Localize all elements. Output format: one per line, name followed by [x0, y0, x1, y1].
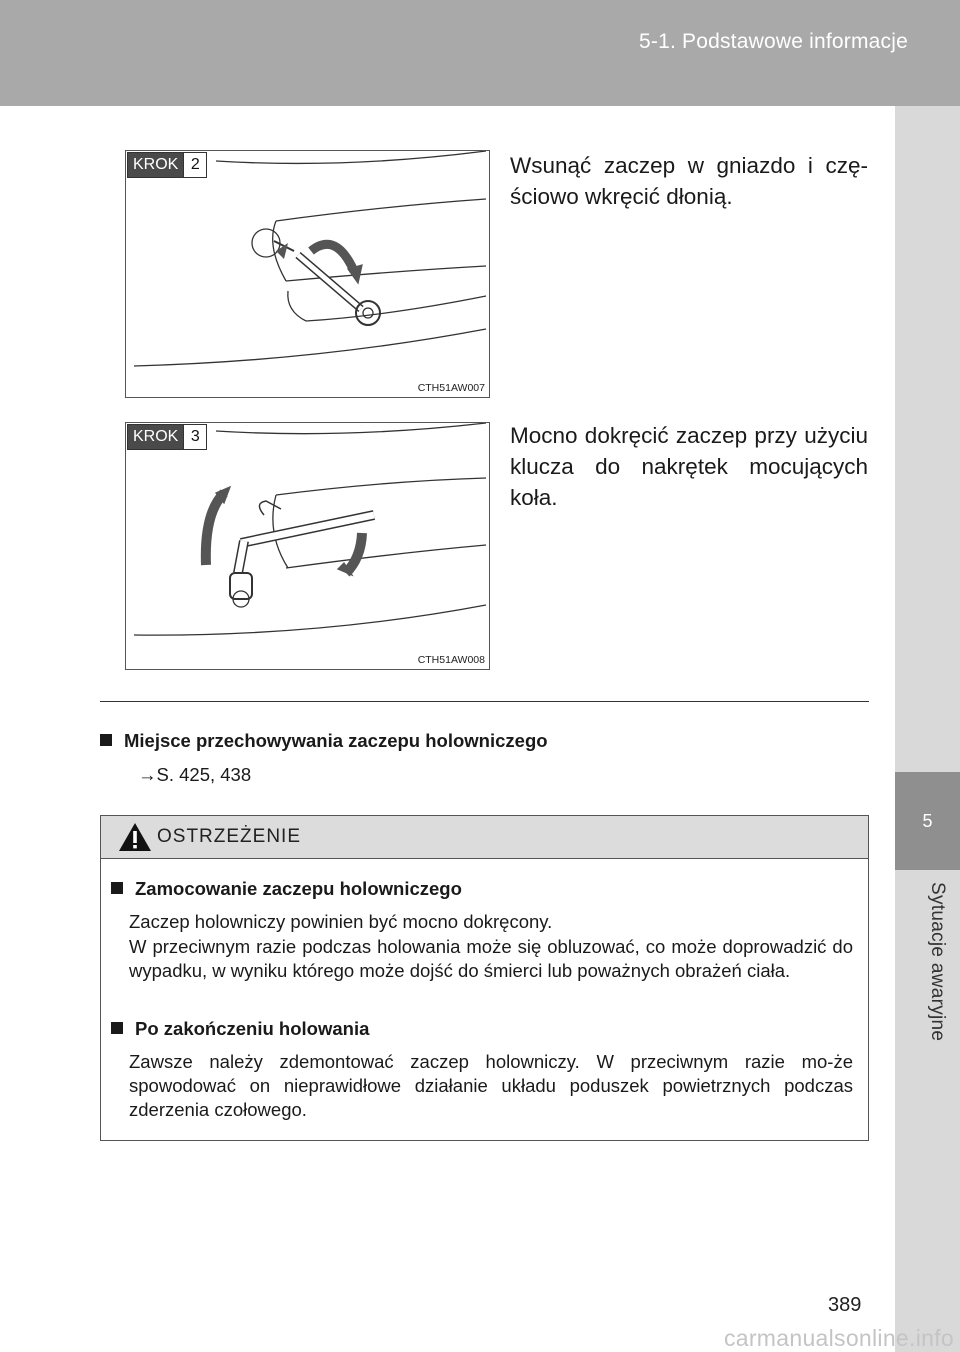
step-2-illustration — [125, 150, 490, 398]
tow-hook-insert-drawing — [126, 151, 490, 398]
page-reference-text: S. 425, 438 — [156, 764, 252, 785]
warning-triangle-icon — [118, 822, 152, 852]
step-2-instruction: Wsunąć zaczep w gniazdo i czę-ściowo wkręcić dłonią. — [510, 153, 868, 209]
step-3-instruction: Mocno dokręcić zaczep przy użyciu klucza do nakrętek mocujących koła. — [510, 423, 868, 510]
warning-section-title-text: Po zakończeniu holowania — [135, 1018, 370, 1039]
figure-code: CTH51AW008 — [417, 654, 485, 666]
figure-code: CTH51AW007 — [417, 382, 485, 394]
info-heading-text: Miejsce przechowywania zaczepu holowniczego — [124, 730, 548, 751]
step-badge-word: KROK — [128, 153, 183, 177]
tow-hook-tighten-drawing — [126, 423, 490, 670]
page-reference — [138, 764, 251, 786]
section-title: 5-1. Podstawowe informacje — [639, 30, 908, 53]
warning-title: OSTRZEŻENIE — [157, 826, 302, 847]
section-divider — [100, 701, 869, 702]
step-3-badge — [127, 424, 207, 450]
warning-text: Zaczep holowniczy powinien być mocno dokręcony. — [129, 911, 553, 932]
step-badge-number: 3 — [183, 425, 206, 449]
watermark: carmanualsonline.info — [723, 1325, 954, 1351]
warning-section-title — [111, 878, 462, 900]
warning-text: W przeciwnym razie podczas holowania może się obluzować, co może doprowadzić do wypadku, w wyniku którego może dojść do śmierci lub poważnych obrażeń ciała. — [129, 936, 853, 981]
warning-header — [101, 816, 868, 859]
step-badge-number: 2 — [183, 153, 206, 177]
step-badge-word: KROK — [128, 425, 183, 449]
square-bullet-icon — [111, 882, 123, 894]
warning-section-title — [111, 1018, 369, 1040]
step-3-illustration — [125, 422, 490, 670]
warning-section-title-text: Zamocowanie zaczepu holowniczego — [135, 878, 462, 899]
page-number: 389 — [828, 1294, 862, 1316]
chapter-label: Sytuacje awaryjne — [927, 882, 948, 1042]
square-bullet-icon — [111, 1022, 123, 1034]
warning-box — [100, 815, 869, 1141]
info-heading — [100, 730, 548, 752]
arrow-right-icon: → — [138, 764, 157, 785]
warning-text: Zawsze należy zdemontować zaczep holowniczy. W przeciwnym razie mo-że spowodować on nieprawidłowe działanie układu poduszek powietrznych podczas zderzenia czołowego. — [129, 1051, 853, 1120]
step-2-badge — [127, 152, 207, 178]
chapter-side-tab — [895, 106, 960, 1352]
square-bullet-icon — [100, 734, 112, 746]
chapter-number: 5 — [895, 772, 960, 870]
